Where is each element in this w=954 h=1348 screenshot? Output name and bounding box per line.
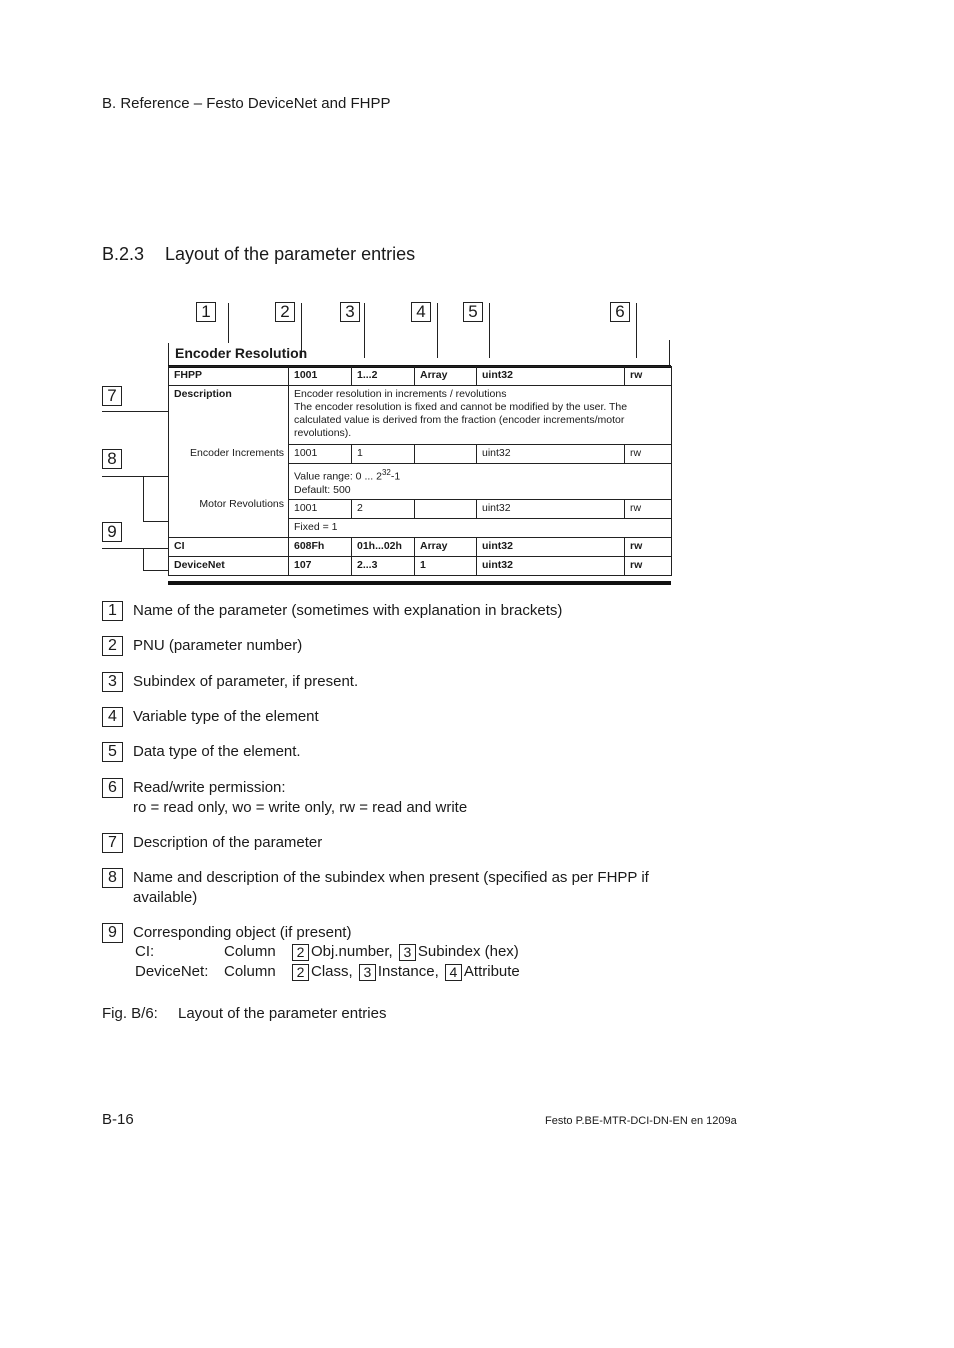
section-title: Layout of the parameter entries xyxy=(165,244,416,264)
document-id: Festo P.BE-MTR-DCI-DN-EN en 1209a xyxy=(545,1115,737,1127)
subindex-2-row: 1001 2 uint32 rw xyxy=(169,499,672,518)
ci-row: CI 608Fh 01h...02h Array uint32 rw xyxy=(169,537,672,556)
table-left-edge xyxy=(168,343,169,367)
fhpp-row: FHPP 1001 1...2 Array uint32 rw xyxy=(169,367,672,386)
legend-item-5: 5 Data type of the element. xyxy=(102,742,301,762)
table-bottom-rule xyxy=(168,581,671,585)
table-right-edge xyxy=(669,340,670,367)
section-heading xyxy=(102,244,415,265)
leader-line-4 xyxy=(437,303,438,358)
description-row xyxy=(169,386,672,445)
figure-caption: Fig. B/6: Layout of the parameter entries xyxy=(102,1005,387,1022)
legend-item-1: 1 Name of the parameter (sometimes with explanation in brackets) xyxy=(102,601,562,621)
leader-line-3 xyxy=(364,303,365,358)
legend-item-8: 8 Name and description of the subindex when present (specified as per FHPP if available) xyxy=(102,868,649,908)
legend-item-6: 6 Read/write permission: ro = read only, wo = write only, rw = read and write xyxy=(102,778,467,818)
callout-8: 8 xyxy=(102,449,122,469)
devicenet-row: DeviceNet 107 2...3 1 uint32 rw xyxy=(169,556,672,575)
callout-5: 5 xyxy=(463,302,483,322)
legend-item-3: 3 Subindex of parameter, if present. xyxy=(102,672,358,692)
callout-9: 9 xyxy=(102,522,122,542)
leader-bracket-8-end xyxy=(143,521,168,522)
leader-bracket-9 xyxy=(143,548,144,570)
legend-item-9: 9 Corresponding object (if present) xyxy=(102,923,351,943)
callout-4: 4 xyxy=(411,302,431,322)
description-label: Description xyxy=(174,388,232,400)
subindex-2-note: Fixed = 1 xyxy=(289,518,672,537)
leader-line-5 xyxy=(489,303,490,358)
leader-line-6 xyxy=(636,303,637,358)
legend-item-4: 4 Variable type of the element xyxy=(102,707,319,727)
parameter-title: Encoder Resolution xyxy=(175,345,308,361)
subindex-1-note: Value range: 0 ... $2^{32}-1$ Default: 500 xyxy=(289,464,672,500)
page-number: B-16 xyxy=(102,1111,134,1128)
leader-line-7 xyxy=(102,411,168,412)
subindex-label-1: Encoder Increments xyxy=(190,447,284,459)
leader-line-1 xyxy=(228,303,229,343)
callout-2: 2 xyxy=(275,302,295,322)
legend-item-7: 7 Description of the parameter xyxy=(102,833,322,853)
section-number: B.2.3 xyxy=(102,244,145,264)
legend-item-2: 2 PNU (parameter number) xyxy=(102,636,302,656)
subindex-1-row: 1001 1 uint32 rw xyxy=(169,445,672,464)
devicenet-mapping-row: DeviceNet: Column 2 Class, 3 Instance, 4 Attribute xyxy=(135,963,520,980)
callout-3: 3 xyxy=(340,302,360,322)
ci-mapping-row: CI: Column 2 Obj.number, 3 Subindex (hex) xyxy=(135,943,519,960)
callout-6: 6 xyxy=(610,302,630,322)
callout-1: 1 xyxy=(196,302,216,322)
leader-line-9 xyxy=(102,548,168,549)
leader-bracket-9-end xyxy=(143,570,168,571)
callout-7: 7 xyxy=(102,386,122,406)
parameter-table xyxy=(168,366,672,576)
description-text: Encoder resolution in increments / revolutions The encoder resolution is fixed and cannot be modified by the user. The calculated value is derived from the fraction (encoder increments/motor revolutions). xyxy=(289,386,672,445)
running-header: B. Reference – Festo DeviceNet and FHPP xyxy=(102,95,391,112)
leader-line-8 xyxy=(102,476,168,477)
leader-bracket-8 xyxy=(143,476,144,521)
subindex-label-2: Motor Revolutions xyxy=(199,498,284,510)
